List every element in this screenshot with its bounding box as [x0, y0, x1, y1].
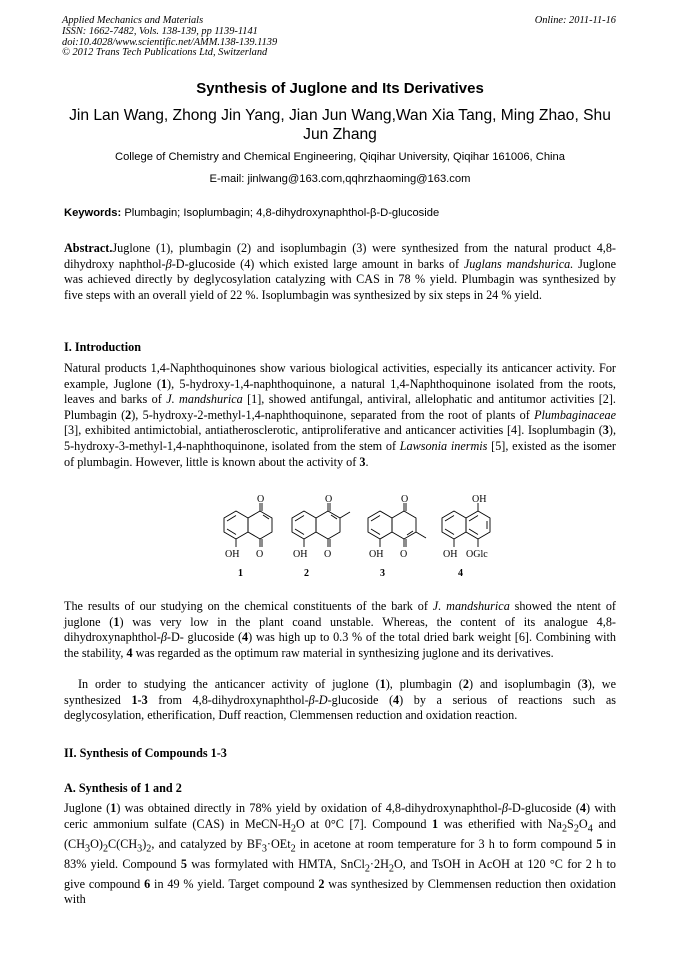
text-run: was regarded as the optimum raw material in synthesizing juglone and its derivatives.	[132, 645, 554, 660]
subscript: 2	[290, 823, 296, 835]
subscript: 2	[102, 843, 109, 855]
subsection-heading-a: A. Synthesis of 1 and 2	[64, 781, 182, 795]
abstract-beta: β	[165, 256, 172, 271]
compound-ref: 2	[318, 876, 325, 891]
text-run: O)	[90, 836, 103, 851]
latin-name: J. mandshurica	[432, 599, 510, 613]
atom-label: OH	[293, 549, 308, 560]
abstract	[64, 241, 616, 303]
introduction-paragraph	[64, 361, 616, 470]
subscript: 2	[388, 863, 394, 875]
atom-label: OH	[369, 549, 384, 560]
paragraph-aim	[64, 677, 616, 724]
text-run: S	[567, 816, 574, 831]
text-run: [5], existed as the isomer of plumbagin. However, little is known about the activity of	[64, 438, 616, 469]
compound-label: 2	[304, 568, 309, 579]
abstract-label: Abstract.	[64, 241, 113, 255]
journal-copyright: © 2012 Trans Tech Publications Ltd, Switzerland	[62, 47, 268, 59]
structure-1	[224, 503, 272, 547]
atom-label: O	[324, 549, 332, 560]
atom-label: OH	[443, 549, 458, 560]
subscript: 3	[261, 843, 267, 855]
compound-ref: 2	[125, 407, 132, 422]
text-run: [1], showed antifungal, antiviral, allelophatic and antitumor activities [2]. Plumbagin (	[64, 392, 616, 422]
text-run: ) by a serious of reactions such as deglycosylation, etherification, Duff reaction, Clemmensen reduction and oxidation reaction.	[64, 692, 617, 723]
subscript: 2	[364, 863, 370, 875]
text-run: ) and isoplumbagin (	[468, 677, 582, 691]
journal-issn: ISSN: 1662-7482, Vols. 138-139, pp 1139-1141	[62, 25, 258, 37]
text-run: ), 5-hydroxy-3-methyl-1,4-naphthoquinone, isolated from the stem of	[64, 423, 616, 453]
paper-title: Synthesis of Juglone and Its Derivatives	[196, 80, 484, 97]
atom-label: O	[400, 549, 408, 560]
compound-ref: 1	[113, 614, 120, 629]
text-run: -D- glucoside (	[166, 630, 243, 645]
subscript: 2	[573, 823, 579, 835]
compound-ref: 1	[160, 376, 168, 391]
text-run: ) was obtained directly in 78% yield by oxidation of 4,8-dihydroxynaphthol-	[116, 801, 502, 815]
text-run: ) was very low in the plant coand unstable. Whereas, the content of its analogue 4,8-dihydroxynaphthol-	[64, 614, 616, 645]
compound-ref: 2	[462, 677, 469, 691]
keywords-text: Plumbagin; Isoplumbagin; 4,8-dihydroxynaphthol-β-D-glucoside	[124, 207, 440, 219]
atom-label: O	[401, 494, 409, 505]
compound-ref: 3	[581, 677, 588, 691]
keywords-label: Keywords:	[64, 207, 122, 219]
text-run: ) was high up to 0.3 % of the total dried bark weight [6]. Combining with the stability,	[64, 630, 616, 660]
compound-ref: 5	[596, 836, 603, 851]
compound-ref: 4	[126, 645, 133, 660]
text-run: [3], exhibited antimictobial, antiatherosclerotic, antiproliferative and anticancer activities [4]. Isoplumbagin (	[64, 423, 603, 438]
subscript: 2	[146, 843, 152, 855]
abstract-latin-name: Juglans mandshurica.	[463, 256, 574, 271]
structure-4	[442, 503, 490, 547]
compound-ref: 3	[359, 454, 366, 469]
journal-header	[62, 16, 616, 59]
subscript: 3	[85, 843, 91, 855]
text-run: from 4,8-dihydroxynaphthol-	[147, 692, 309, 707]
subscript: 2	[561, 823, 568, 835]
atom-label: OGlc	[466, 549, 488, 560]
subscript: 4	[587, 823, 593, 835]
text-run: was etherified with Na	[438, 816, 562, 831]
paragraph-results	[64, 599, 616, 661]
text-run: ), we synthesized	[64, 677, 616, 707]
text-run: in 83% yield. Compound	[64, 836, 616, 871]
text-run: O, and TsOH in AcOH at 120 °C for 2 h to give compound	[64, 856, 616, 891]
compound-label: 4	[458, 568, 463, 579]
journal-name: Applied Mechanics and Materials	[62, 15, 204, 26]
text-run: C(CH	[108, 836, 138, 851]
keywords	[64, 206, 618, 220]
text-run: and (CH	[64, 816, 616, 851]
paragraph-synthesis	[64, 801, 616, 908]
beta-symbol: β	[160, 630, 167, 645]
abstract-text: -D-glucoside (4) which existed large amount in barks of	[171, 256, 464, 271]
compound-ref: 6	[144, 876, 151, 891]
compound-ref: 1	[110, 801, 117, 815]
compound-ref: 4	[242, 630, 249, 645]
text-run: .	[365, 454, 369, 469]
section-heading-introduction: I. Introduction	[64, 340, 141, 354]
compound-label: 3	[380, 568, 385, 579]
compound-ref: 5	[180, 856, 187, 871]
compound-ref: 4	[579, 801, 586, 815]
abstract-text: Juglone was achieved directly by deglycosylation catalyzing with CAS in 78 % yield. Plumbagin was synthesized by five steps with an overall yield of 22 %. Isoplumbagin was synthesized by six steps in 24 % yield.	[64, 256, 617, 302]
latin-name: J. mandshurica	[166, 392, 243, 407]
compound-ref: 1	[379, 677, 386, 691]
compound-label: 1	[238, 568, 243, 579]
text-run: -glucoside (	[327, 692, 394, 707]
compound-ref: 1-3	[131, 692, 148, 707]
contact-email: E-mail: jinlwang@163.com,qqhrzhaoming@163.com	[209, 173, 471, 185]
subscript: 2	[290, 843, 296, 855]
text-run: -D-glucoside (	[507, 801, 580, 815]
beta-symbol: β-D	[308, 692, 328, 707]
atom-label: O	[325, 494, 333, 505]
text-run: In order to studying the anticancer activity of juglone (	[78, 677, 380, 691]
structure-3	[368, 503, 426, 547]
beta-symbol: β	[501, 801, 508, 815]
text-run: ) with ceric ammonium sulfate (CAS) in MeCN-H	[64, 801, 616, 831]
journal-doi: doi:10.4028/www.scientific.net/AMM.138-139.1139	[62, 36, 278, 48]
compound-ref: 4	[393, 692, 400, 707]
text-run: in acetone at room temperature for 3 h to form compound	[295, 836, 597, 851]
latin-name: Plumbaginaceae	[534, 407, 616, 422]
author-list: Jin Lan Wang, Zhong Jin Yang, Jian Jun Wang,Wan Xia Tang, Ming Zhao, Shu Jun Zhang	[69, 107, 611, 143]
text-run: Juglone (	[64, 801, 111, 815]
affiliation: College of Chemistry and Chemical Engineering, Qiqihar University, Qiqihar 161006, China	[114, 151, 565, 163]
text-run: showed the ntent of juglone (	[64, 599, 616, 629]
latin-name: Lawsonia inermis	[399, 438, 488, 453]
section-heading-synthesis: II. Synthesis of Compounds 1-3	[64, 746, 227, 760]
text-run: The results of our studying on the chemical constituents of the bark of	[64, 599, 433, 613]
atom-label: OH	[225, 549, 240, 560]
text-run: O at 0°C [7]. Compound	[296, 816, 433, 831]
text-run: Natural products 1,4-Naphthoquinones show various biological activities, especially its anticancer activity. For example, Juglone (	[64, 361, 616, 391]
online-date: Online: 2011-11-16	[534, 15, 616, 26]
text-run: )	[142, 836, 147, 851]
subscript: 3	[137, 843, 143, 855]
compound-ref: 1	[432, 816, 439, 831]
text-run: in 49 % yield. Target compound	[150, 876, 319, 891]
text-run: ·2H	[369, 856, 389, 871]
chemical-structures-figure	[210, 494, 500, 584]
atom-label: O	[257, 494, 265, 505]
abstract-text: Juglone (1), plumbagin (2) and isoplumbagin (3) were synthesized from the natural product 4,8-dihydroxy naphthol-	[64, 241, 616, 271]
text-run: was synthesized by Clemmensen reduction then oxidation with	[64, 876, 617, 907]
text-run: ), plumbagin (	[385, 677, 463, 691]
text-run: ·OEt	[266, 836, 291, 851]
text-run: ), 5-hydroxy-1,4-naphthoquinone, a natural 1,4-Naphthoquinone isolated from the roots, leaves and barks of	[64, 376, 616, 407]
text-run: O	[578, 816, 588, 831]
atom-label: OH	[472, 494, 487, 505]
text-run: ), 5-hydroxy-2-methyl-1,4-naphthoquinone, separated from the root of plants of	[131, 407, 535, 422]
compound-ref: 3	[602, 423, 609, 438]
text-run: , and catalyzed by BF	[151, 836, 262, 851]
structure-2	[292, 503, 350, 547]
atom-label: O	[256, 549, 264, 560]
text-run: was formylated with HMTA, SnCl	[186, 856, 365, 871]
